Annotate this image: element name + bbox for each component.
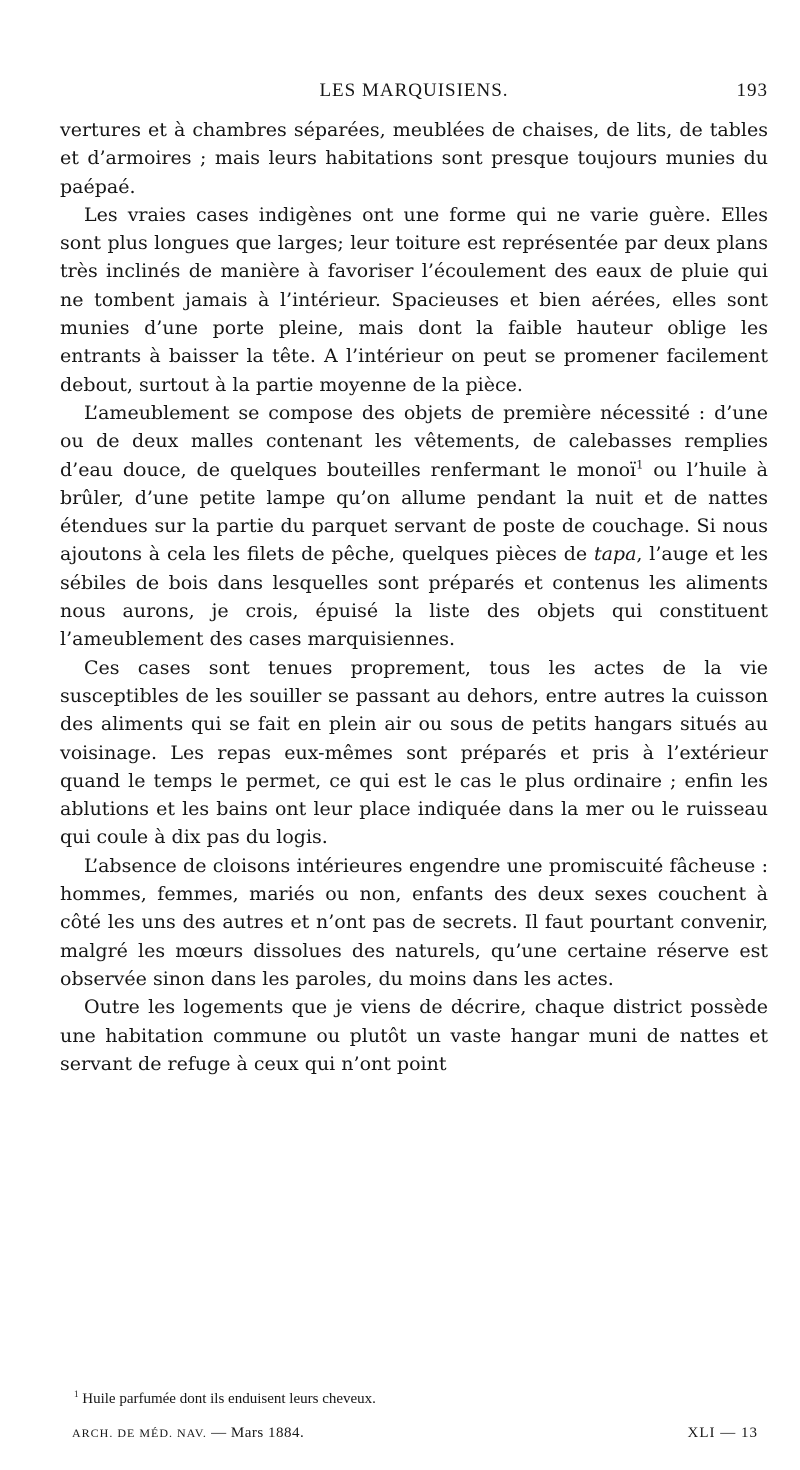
- running-head: LES MARQUISIENS.: [319, 80, 509, 101]
- paragraph-1: vertures et à chambres séparées, meublées de chaises, de lits, de tables et d’armoires ; mais leurs habitations sont presque toujours munies du paépaé.: [60, 119, 768, 198]
- footnote-reference: 1: [636, 457, 644, 472]
- italic-word-tapa: tapa: [593, 543, 637, 566]
- footnote-text: Huile parfumée dont ils enduisent leurs cheveux.: [82, 1391, 376, 1407]
- footnote: [60, 1390, 768, 1408]
- paragraph-6: Outre les logements que je viens de décrire, chaque district possède une habitation commune ou plutôt un vaste hangar muni de nattes et servant de refuge à ceux qui n’ont point: [60, 996, 768, 1075]
- paragraph-3-part-3: , l’auge et les sébiles de bois dans lesquelles sont préparés et contenus les aliments nous aurons, je crois, épuisé la liste des objets qui constituent l’ameublement des cases marquisiennes.: [60, 543, 768, 651]
- page-header: [60, 80, 768, 110]
- journal-abbreviation: ARCH. DE MÉD. NAV.: [72, 1426, 207, 1440]
- paragraph-2: Les vraies cases indigènes ont une forme qui ne varie guère. Elles sont plus longues que larges; leur toiture est représentée par deux plans très inclinés de manière à favoriser l’écoulement des eaux de pluie qui ne tombent jamais à l’intérieur. Spacieuses et bien aérées, elles sont munies d’une porte pleine, mais dont la faible hauteur oblige les entrants à baisser la tête. A l’intérieur on peut se promener facilement debout, surtout à la partie moyenne de la pièce.: [60, 203, 768, 396]
- body-text: [60, 116, 768, 1078]
- paragraph-3: [60, 399, 768, 654]
- printer-signature: [72, 1425, 768, 1449]
- signature-right: XLI — 13: [687, 1425, 758, 1441]
- page-number: 193: [736, 80, 768, 101]
- paragraph-3-part-1: L’ameublement se compose des objets de première nécessité : d’une ou de deux malles contenant les vêtements, de calebasses remplies d’eau douce, de quelques bouteilles renfermant le monoï: [60, 401, 768, 481]
- signature-left: [72, 1425, 304, 1442]
- paragraph-5: L’absence de cloisons intérieures engendre une promiscuité fâcheuse : hommes, femmes, mariés ou non, enfants des deux sexes couchent à côté les uns des autres et n’ont pas de secrets. Il faut pourtant convenir, malgré les mœurs dissolues des naturels, qu’une certaine réserve est observée sinon dans les paroles, du moins dans les actes.: [60, 854, 768, 990]
- paragraph-4: Ces cases sont tenues proprement, tous les actes de la vie susceptibles de les souiller se passant au dehors, entre autres la cuisson des aliments qui se fait en plein air ou sous de petits hangars situés au voisinage. Les repas eux-mêmes sont préparés et pris à l’extérieur quand le temps le permet, ce qui est le cas le plus ordinaire ; enfin les ablutions et les bains ont leur place indiquée dans la mer ou le ruisseau qui coule à dix pas du logis.: [60, 656, 768, 849]
- issue-date: — Mars 1884.: [211, 1425, 305, 1441]
- footnote-mark: 1: [74, 1389, 79, 1399]
- paragraph-3-part-2: ou l’huile à brûler, d’une petite lampe qu’on allume pendant la nuit et de nattes étendues sur la partie du parquet servant de poste de couchage. Si nous ajoutons à cela les filets de pêche, quelques pièces de: [60, 458, 769, 566]
